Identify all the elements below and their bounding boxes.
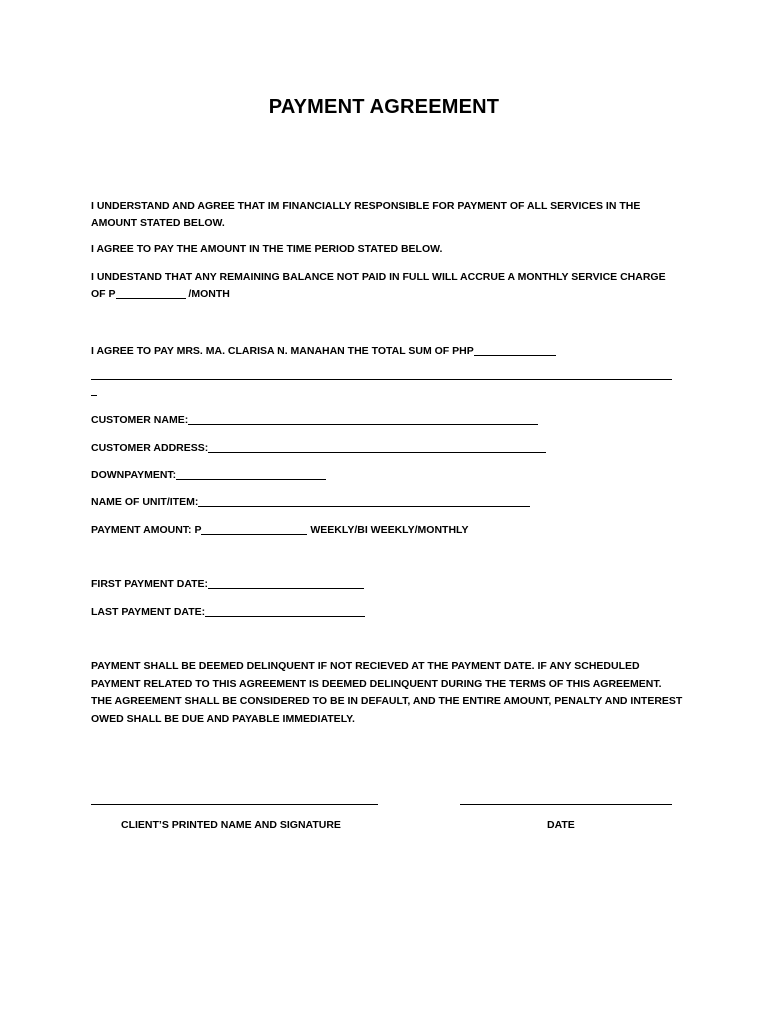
date-label: DATE (547, 819, 575, 831)
last-payment-date-blank[interactable] (205, 605, 365, 617)
service-charge-prefix: OF P (91, 288, 116, 300)
customer-name-blank[interactable] (188, 413, 538, 425)
total-sum-blank[interactable] (474, 344, 556, 356)
unit-item-label: NAME OF UNIT/ITEM: (91, 496, 199, 508)
last-payment-date-field (91, 604, 681, 621)
document-title: PAYMENT AGREEMENT (268, 96, 500, 118)
total-sum-line (91, 343, 681, 360)
delinquency-line-3: THE AGREEMENT SHALL BE CONSIDERED TO BE IN DEFAULT, AND THE ENTIRE AMOUNT, PENALTY AND INTEREST (91, 695, 683, 707)
tail-blank (91, 384, 97, 396)
last-payment-date-label: LAST PAYMENT DATE: (91, 606, 206, 618)
time-period-statement: I AGREE TO PAY THE AMOUNT IN THE TIME PERIOD STATED BELOW. (91, 243, 443, 255)
total-sum-text: I AGREE TO PAY MRS. MA. CLARISA N. MANAHAN THE TOTAL SUM OF PHP (91, 345, 474, 357)
payment-amount-blank[interactable] (201, 523, 307, 535)
responsibility-line-1: I UNDERSTAND AND AGREE THAT IM FINANCIALLY RESPONSIBLE FOR PAYMENT OF ALL SERVICES IN THE (91, 200, 641, 212)
downpayment-field (91, 467, 681, 484)
payment-amount-label: PAYMENT AMOUNT: P (91, 524, 202, 536)
total-sum-tail (91, 383, 681, 400)
total-sum-words-line[interactable] (91, 379, 672, 380)
customer-name-field (91, 412, 681, 429)
date-signature-line[interactable] (460, 804, 672, 805)
customer-address-blank[interactable] (208, 441, 546, 453)
customer-name-label: CUSTOMER NAME: (91, 414, 189, 426)
first-payment-date-blank[interactable] (208, 577, 364, 589)
responsibility-line-2: AMOUNT STATED BELOW. (91, 217, 225, 229)
service-charge-line-2 (91, 286, 681, 303)
client-signature-label: CLIENT’S PRINTED NAME AND SIGNATURE (121, 819, 341, 831)
client-signature-line[interactable] (91, 804, 378, 805)
service-charge-blank[interactable] (116, 287, 186, 299)
delinquency-line-1: PAYMENT SHALL BE DEEMED DELINQUENT IF NOT RECIEVED AT THE PAYMENT DATE. IF ANY SCHEDULED (91, 660, 640, 672)
downpayment-label: DOWNPAYMENT: (91, 469, 177, 481)
payment-frequency-options: WEEKLY/BI WEEKLY/MONTHLY (307, 524, 469, 536)
customer-address-label: CUSTOMER ADDRESS: (91, 442, 209, 454)
customer-address-field (91, 440, 681, 457)
unit-item-blank[interactable] (198, 495, 530, 507)
unit-item-field (91, 494, 681, 511)
payment-amount-field (91, 522, 681, 539)
delinquency-line-2: PAYMENT RELATED TO THIS AGREEMENT IS DEEMED DELINQUENT DURING THE TERMS OF THIS AGREEMENT. (91, 678, 662, 690)
first-payment-date-field (91, 576, 681, 593)
downpayment-blank[interactable] (176, 468, 326, 480)
service-charge-line-1: I UNDESTAND THAT ANY REMAINING BALANCE NOT PAID IN FULL WILL ACCRUE A MONTHLY SERVICE CHARGE (91, 271, 666, 283)
first-payment-date-label: FIRST PAYMENT DATE: (91, 578, 209, 590)
delinquency-line-4: OWED SHALL BE DUE AND PAYABLE IMMEDIATELY. (91, 713, 355, 725)
service-charge-suffix: /MONTH (185, 288, 230, 300)
